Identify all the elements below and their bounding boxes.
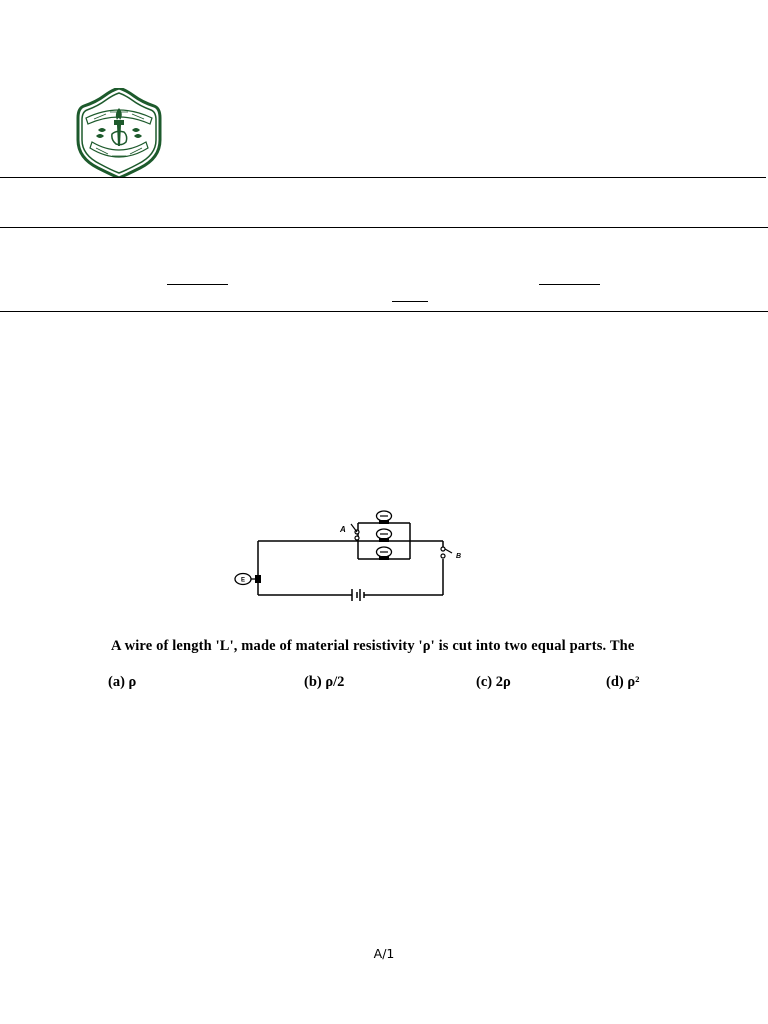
page-number: A/1 [373,946,395,961]
source-cell-block [255,575,261,583]
header-rule-top [0,177,766,178]
question-text: A wire of length 'L', made of material resistivity 'ρ' is cut into two equal parts. The [111,638,635,654]
header-blank-center [392,301,428,302]
lamp-top [377,511,392,524]
school-crest-logo [76,88,162,178]
option-c: (c) 2ρ [476,674,511,690]
option-d: (d) ρ² [606,674,640,690]
switch-b [441,547,452,558]
lamp-middle [377,529,392,542]
lamp-bottom [377,547,392,560]
switch-a-label: A [340,525,346,534]
header-blank-right [539,284,600,285]
circuit-diagram [230,505,470,609]
header-blank-left [167,284,228,285]
header-rule-middle [0,227,768,228]
battery-cells [352,589,364,601]
crest-torch-cup [114,120,124,125]
switch-b-label: B [456,553,462,560]
source-label: E [240,577,246,584]
header-rule-bottom [0,311,768,312]
option-b: (b) ρ/2 [304,674,345,690]
option-a: (a) ρ [108,674,137,690]
circuit-wires [258,523,443,595]
